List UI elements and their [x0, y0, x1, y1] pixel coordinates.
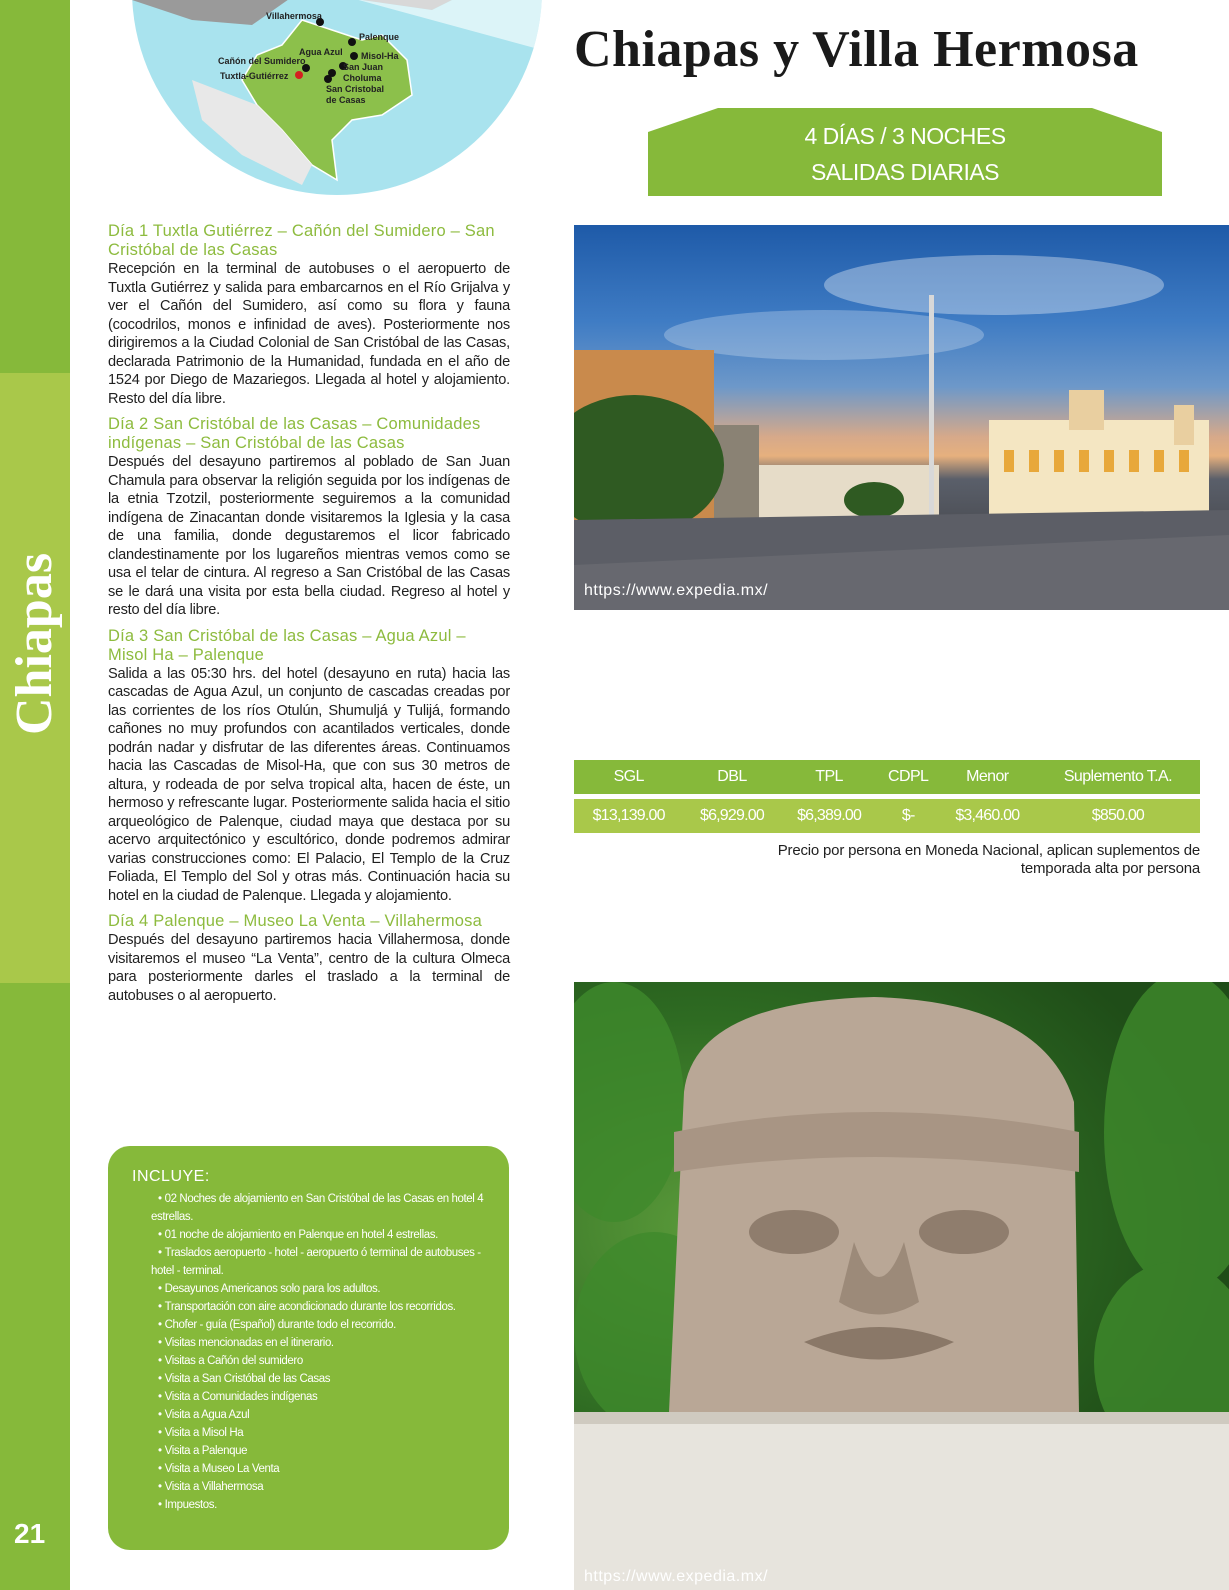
plaza-illustration	[574, 225, 1229, 610]
includes-item: • 01 noche de alojamiento en Palenque en hotel 4 estrellas.	[158, 1229, 438, 1241]
page-number: 21	[14, 1518, 46, 1549]
includes-item-text: 01 noche de alojamiento en Palenque en hotel 4 estrellas.	[164, 1229, 438, 1241]
price-cell: $6,389.00	[781, 794, 878, 833]
day-description: Salida a las 05:30 hrs. del hotel (desayuno en ruta) hacia las cascadas de Agua Azul, un conjunto de cascadas creadas por las corrientes de los ríos Otulún, Shumuljá y Tulijá, formando cañones no muy profundos con acantilados verticales, donde podrán nadar y disfrutar de las diferentes áreas. Continuamos hacia las Cascadas de Misol-Ha, que con sus 30 metros de altura, y rodeada de por selva tropical alta, hacen de éste, un hermoso y refrescante lugar. Posteriormente salida hacia el sitio arqueológico de Palenque, ciudad maya que destaca por su acervo arquitectónico y escultórico, donde podremos admirar varias construcciones como: El Palacio, El Templo de la Cruz Foliada, El Templo del Sol y otras más. Continuación hacia su hotel en la ciudad de Palenque. Llegada y alojamiento.	[108, 665, 510, 904]
price-header-row	[574, 760, 1200, 794]
includes-box	[108, 1146, 509, 1550]
photo-credit: https://www.expedia.mx/	[584, 1568, 769, 1585]
map-label: Palenque	[359, 32, 400, 42]
day-title: Día 3 San Cristóbal de las Casas – Agua Azul – Misol Ha – Palenque	[108, 626, 466, 664]
duration-banner-text	[648, 118, 1162, 190]
includes-item: • 02 Noches de alojamiento en San Cristóbal de las Casas en hotel 4 estrellas.	[151, 1193, 484, 1223]
price-header: TPL	[781, 760, 878, 794]
duration-label: 4 DÍAS / 3 NOCHES	[804, 123, 1006, 149]
map-label: Tuxtla-Gutiérrez	[220, 71, 289, 81]
includes-item-text: Desayunos Americanos solo para los adultos.	[164, 1283, 381, 1295]
includes-item-text: Visita a Agua Azul	[164, 1409, 250, 1421]
includes-item: • Visita a Palenque	[158, 1445, 248, 1457]
day-title: Día 2 San Cristóbal de las Casas – Comunidades indígenas – San Cristóbal de las Casas	[108, 415, 481, 452]
includes-item-text: Visita a San Cristóbal de las Casas	[164, 1373, 331, 1385]
includes-item-text: Visita a Museo La Venta	[164, 1463, 280, 1475]
price-note: Precio por persona en Moneda Nacional, aplican suplementos de temporada alta por persona	[777, 842, 1200, 877]
includes-item-text: Visitas a Cañón del sumidero	[164, 1355, 303, 1367]
region-map	[132, 0, 542, 195]
includes-item-text: Visita a Palenque	[164, 1445, 248, 1457]
includes-item: • Visita a Agua Azul	[158, 1409, 250, 1421]
includes-item-text: Chofer - guía (Español) durante todo el recorrido.	[164, 1319, 396, 1331]
day-description: Recepción en la terminal de autobuses o el aeropuerto de Tuxtla Gutiérrez y salida para embarcarnos en el Río Grijalva y ver el Cañón del Sumidero, así como su flora y fauna (cocodrilos, monos e infinidad de aves). Posteriormente nos dirigiremos a la Ciudad Colonial de San Cristóbal de las Casas, declarada Patrimonio de la Humanidad, fundada en el año de 1524 por Diego de Mazariegos. Llegada al hotel y alojamiento. Resto del día libre.	[108, 261, 510, 407]
price-cell: $850.00	[1036, 794, 1200, 833]
price-cell: $6,929.00	[683, 794, 780, 833]
price-row	[574, 794, 1200, 833]
itinerary	[108, 222, 510, 1012]
includes-list	[151, 1190, 491, 1514]
includes-item: • Visita a Comunidades indígenas	[158, 1391, 318, 1403]
price-cell: $-	[878, 794, 939, 833]
itinerary-day	[108, 222, 510, 408]
day-description: Después del desayuno partiremos hacia Villahermosa, donde visitaremos el museo “La Venta”, centro de la cultura Olmeca para posteriormente darles el traslado a la terminal de autobuses o al aeropuerto.	[108, 932, 510, 1004]
departures-label: SALIDAS DIARIAS	[810, 159, 1000, 185]
includes-item: • Traslados aeropuerto - hotel - aeropuerto ó terminal de autobuses - hotel - terminal.	[151, 1247, 481, 1277]
includes-item-text: 02 Noches de alojamiento en San Cristóbal de las Casas en hotel 4 estrellas.	[151, 1193, 484, 1223]
includes-item-text: Visita a Villahermosa	[164, 1481, 264, 1493]
map-label: Agua Azul	[299, 47, 343, 57]
photo-credit: https://www.expedia.mx/	[584, 582, 769, 599]
price-header: SGL	[574, 760, 683, 794]
map-label: de Casas	[326, 95, 366, 105]
map-label: Misol-Ha	[361, 51, 399, 61]
plaza-photo	[574, 225, 1229, 610]
includes-item: • Impuestos.	[158, 1499, 217, 1511]
map-label: San Cristobal	[326, 84, 385, 94]
itinerary-day	[108, 415, 510, 620]
price-header: CDPL	[878, 760, 939, 794]
includes-item: • Desayunos Americanos solo para los adultos.	[158, 1283, 381, 1295]
includes-item: • Visitas a Cañón del sumidero	[158, 1355, 303, 1367]
includes-item-text: Visita a Misol Ha	[164, 1427, 244, 1439]
includes-item: • Visita a Misol Ha	[158, 1427, 244, 1439]
includes-item-text: Visitas mencionadas en el itinerario.	[164, 1337, 334, 1349]
map-label: Choluma	[343, 73, 382, 83]
day-title: Día 4 Palenque – Museo La Venta – Villahermosa	[108, 912, 482, 930]
price-table	[574, 760, 1200, 833]
includes-item: • Chofer - guía (Español) durante todo el recorrido.	[158, 1319, 396, 1331]
price-cell: $3,460.00	[939, 794, 1036, 833]
includes-item: • Visitas mencionadas en el itinerario.	[158, 1337, 334, 1349]
day-description: Después del desayuno partiremos al poblado de San Juan Chamula para observar la religión seguida por los indígenas de la etnia Tzotzil, posteriormente seguiremos a la comunidad indígena de Zinacantan donde visitaremos la Iglesia y la casa de una familia, donde degustaremos el licor fabricado clandestinamente por los lugareños mientras vemos como se usa el telar de cintura. Al regreso a San Cristóbal de las Casas se le dará una visita por esta bella ciudad. Regreso al hotel y resto del día libre.	[108, 454, 510, 618]
sidebar-label: Chiapas	[6, 552, 63, 735]
map-label: Villahermosa	[266, 11, 322, 21]
itinerary-day	[108, 912, 510, 1005]
includes-item: • Visita a San Cristóbal de las Casas	[158, 1373, 331, 1385]
olmec-head-photo	[574, 982, 1229, 1590]
includes-item: • Transportación con aire acondicionado durante los recorridos.	[158, 1301, 456, 1313]
price-cell: $13,139.00	[574, 794, 683, 833]
map-label: San Juan	[343, 62, 384, 72]
includes-item-text: Impuestos.	[164, 1499, 217, 1511]
price-header: Suplemento T.A.	[1036, 760, 1200, 794]
price-header: DBL	[683, 760, 780, 794]
page-title: Chiapas y Villa Hermosa	[574, 21, 1139, 78]
olmec-head-illustration	[574, 982, 1229, 1590]
includes-item: • Visita a Museo La Venta	[158, 1463, 280, 1475]
map-label: Cañón del Sumidero	[218, 56, 306, 66]
includes-title: INCLUYE:	[132, 1168, 210, 1185]
sidebar	[0, 0, 70, 1590]
day-title: Día 1 Tuxtla Gutiérrez – Cañón del Sumidero – San Cristóbal de las Casas	[108, 222, 495, 259]
itinerary-day	[108, 627, 510, 906]
includes-item-text: Traslados aeropuerto - hotel - aeropuerto ó terminal de autobuses - hotel - terminal.	[151, 1247, 481, 1277]
price-header: Menor	[939, 760, 1036, 794]
includes-item: • Visita a Villahermosa	[158, 1481, 264, 1493]
includes-item-text: Visita a Comunidades indígenas	[164, 1391, 318, 1403]
includes-item-text: Transportación con aire acondicionado durante los recorridos.	[164, 1301, 456, 1313]
